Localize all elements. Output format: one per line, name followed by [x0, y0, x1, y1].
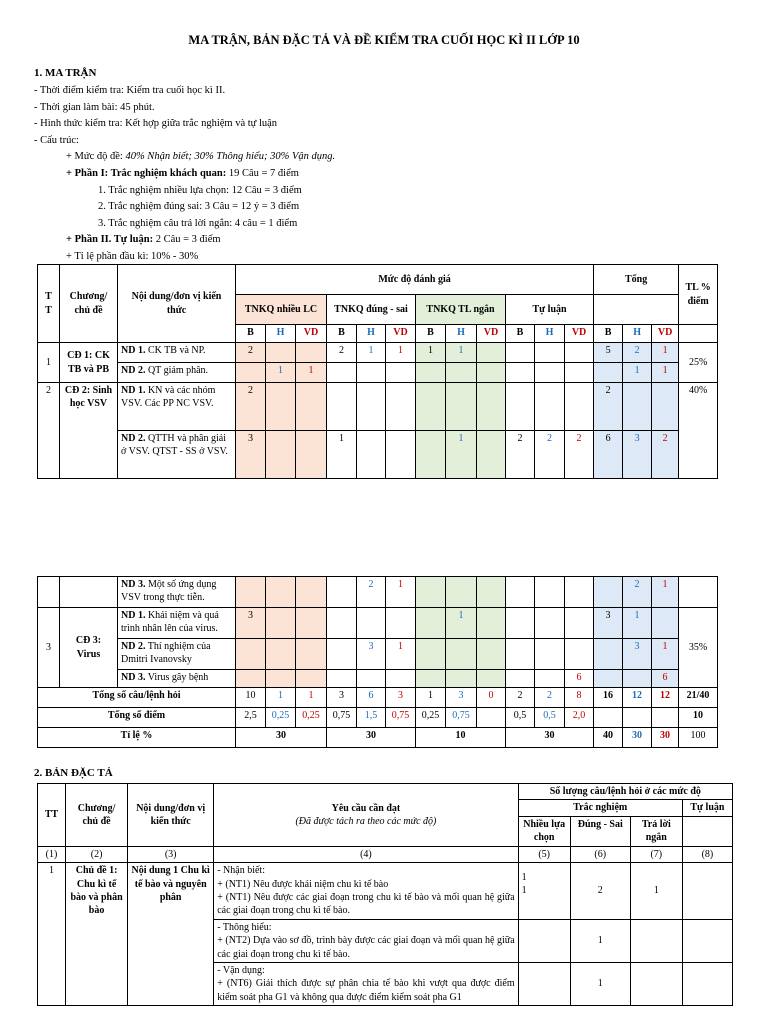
value-cell: 3 [386, 688, 416, 708]
col-number: (3) [128, 846, 214, 862]
value-cell [477, 383, 506, 431]
table-row [38, 383, 718, 431]
ratio-cell: 30 [506, 728, 594, 748]
value-cell [565, 577, 594, 608]
row-pct: 35% [679, 608, 718, 688]
value-cell: 21/40 [679, 688, 718, 708]
value-cell [477, 363, 506, 383]
table-row [38, 431, 718, 479]
value-cell [296, 608, 327, 639]
value-cell [446, 577, 477, 608]
value-cell [266, 608, 296, 639]
requirement-recognize: - Nhận biết: + (NT1) Nêu được khái niệm chu kì tế bào + (NT1) Nêu được các giai đoạn trong chu kì tế bào và mối quan hệ giữa các giai đoạn trong chu kì tế bào. [214, 863, 518, 920]
spec-table [37, 783, 733, 1006]
blank-cell [60, 577, 118, 608]
value-cell [506, 670, 535, 688]
value-cell [446, 363, 477, 383]
value-cell [477, 708, 506, 728]
row-content: ND 3. Một số ứng dụng VSV trong thực tiễn. [118, 577, 236, 608]
info-line: - Thời điểm kiểm tra: Kiểm tra cuối học kì II. [34, 85, 226, 96]
value-cell [266, 670, 296, 688]
value-cell: 3 [446, 688, 477, 708]
spec-header-tt: TT [38, 784, 66, 847]
value-cell: 1 [652, 639, 679, 670]
value-cell: 1 [652, 577, 679, 608]
spec-header-short: Trả lời ngắn [630, 816, 682, 846]
value-cell: 2 [623, 577, 652, 608]
value-cell [266, 343, 296, 363]
col-header-content: Nội dung/đơn vị kiến thức [118, 265, 236, 343]
value-cell: 6 [594, 431, 623, 479]
table-row [38, 363, 718, 383]
value-cell: 1 [327, 431, 357, 479]
value-cell [266, 383, 296, 431]
row-tt: 1 [38, 343, 60, 383]
requirement-apply: - Vận dụng: + (NT6) Giải thích được sự phân chia tế bào khi vượt qua được điểm kiểm soát pha G1 và không qua được điểm kiểm soát pha G1 [214, 963, 518, 1006]
table-row [38, 670, 718, 688]
value-cell [236, 670, 266, 688]
ratio-cell: 10 [416, 728, 506, 748]
value-cell [623, 708, 652, 728]
value-cell: 6 [652, 670, 679, 688]
col-header-total: Tổng [594, 265, 679, 295]
value-cell [477, 608, 506, 639]
value-cell: 1 [623, 608, 652, 639]
value-cell: 12 [623, 688, 652, 708]
col-header-pct: TL % điểm [679, 265, 718, 325]
value-cell: 3 [357, 639, 386, 670]
row-chapter: CĐ 3: Virus [60, 608, 118, 688]
value-cell [296, 577, 327, 608]
spec-header-requirement: Yêu cầu cần đạt (Đã được tách ra theo các mức độ) [214, 784, 518, 847]
total-points-row [38, 708, 718, 728]
value-cell: 0,75 [386, 708, 416, 728]
table-row [38, 577, 718, 608]
value-cell [266, 639, 296, 670]
col-header-chapter: Chương/ chủ đề [60, 265, 118, 343]
value-cell [594, 708, 623, 728]
level-vd: VD [386, 325, 416, 343]
value-cell: 0,75 [327, 708, 357, 728]
value-cell [416, 608, 446, 639]
group-header-total-blank [594, 295, 679, 325]
value-cell [506, 608, 535, 639]
level-vd: VD [565, 325, 594, 343]
value-cell [236, 639, 266, 670]
value-cell: 10 [236, 688, 266, 708]
col-number: (8) [682, 846, 732, 862]
value-cell [565, 639, 594, 670]
value-cell: 2,0 [565, 708, 594, 728]
value-cell: 2 [652, 431, 679, 479]
level-b: B [416, 325, 446, 343]
value-cell: 2,5 [236, 708, 266, 728]
value-cell [236, 363, 266, 383]
count-essay [682, 863, 732, 920]
value-cell [506, 343, 535, 363]
value-cell: 0 [477, 688, 506, 708]
spec-header-mcq: Trắc nghiệm [518, 800, 682, 816]
requirement-understand: - Thông hiểu: + (NT2) Dựa vào sơ đồ, trình bày được các giai đoạn và mối quan hệ giữa các giai đoạn trong chu kì tế bào. [214, 919, 518, 962]
col-number: (5) [518, 846, 570, 862]
col-number: (4) [214, 846, 518, 862]
row-content: ND 2. QT giảm phân. [118, 363, 236, 383]
row-content: ND 1. KN và các nhóm VSV. Các PP NC VSV. [118, 383, 236, 431]
value-cell [357, 383, 386, 431]
table-row [38, 343, 718, 363]
value-cell: 0,25 [266, 708, 296, 728]
value-cell: 1 [652, 343, 679, 363]
matrix-table-part2 [37, 576, 718, 748]
group-header-mcq: TNKQ nhiều LC [236, 295, 327, 325]
doc-title: MA TRẬN, BẢN ĐẶC TẢ VÀ ĐỀ KIỂM TRA CUỐI HỌC KÌ II LỚP 10 [188, 33, 580, 47]
col-number: (2) [66, 846, 128, 862]
value-cell [296, 431, 327, 479]
col-header-tt: T T [38, 265, 60, 343]
value-cell [506, 383, 535, 431]
level-vd: VD [477, 325, 506, 343]
info-line: - Thời gian làm bài: 45 phút. [34, 101, 155, 113]
value-cell [594, 670, 623, 688]
info-line: - Hình thức kiểm tra: Kết hợp giữa trắc nghiệm và tự luận [34, 118, 278, 130]
value-cell [535, 670, 565, 688]
group-header-truefalse: TNKQ đúng - sai [327, 295, 416, 325]
ratio-cell: 100 [679, 728, 718, 748]
value-cell [386, 608, 416, 639]
value-cell: 1 [296, 363, 327, 383]
ratio-cell: 40 [594, 728, 623, 748]
value-cell [535, 577, 565, 608]
blank-cell [682, 963, 732, 1006]
table-row [38, 863, 733, 920]
value-cell: 1 [416, 688, 446, 708]
value-cell [386, 383, 416, 431]
value-cell [416, 639, 446, 670]
value-cell: 6 [357, 688, 386, 708]
value-cell [535, 383, 565, 431]
value-cell: 1 [266, 363, 296, 383]
level-h: H [266, 325, 296, 343]
count-short: 1 [630, 863, 682, 920]
info-block [34, 83, 335, 266]
row-chapter: CĐ 1: CK TB và PB [60, 343, 118, 383]
value-cell: 1 [416, 343, 446, 363]
value-cell: 1 [357, 343, 386, 363]
blank-cell [38, 577, 60, 608]
count-truefalse: 2 [570, 863, 630, 920]
value-cell [327, 670, 357, 688]
value-cell [506, 363, 535, 383]
value-cell: 1,5 [357, 708, 386, 728]
value-cell [386, 363, 416, 383]
value-cell [266, 431, 296, 479]
row-label: Tổng số câu/lệnh hỏi [38, 688, 236, 708]
value-cell: 2 [594, 383, 623, 431]
value-cell [446, 639, 477, 670]
value-cell [652, 383, 679, 431]
value-cell [416, 383, 446, 431]
blank-cell [518, 963, 570, 1006]
value-cell [535, 343, 565, 363]
value-cell: 1 [623, 363, 652, 383]
group-header-essay: Tự luận [506, 295, 594, 325]
value-cell: 2 [565, 431, 594, 479]
value-cell [296, 670, 327, 688]
blank-cell [679, 325, 718, 343]
row-content: ND 2. Thí nghiệm của Dmitri Ivanovsky [118, 639, 236, 670]
column-number-row [38, 846, 733, 862]
value-cell: 2 [236, 383, 266, 431]
count-truefalse: 1 [570, 963, 630, 1006]
value-cell: 2 [357, 577, 386, 608]
info-line: 2. Trắc nghiệm đúng sai: 3 Câu = 12 ý = 3 điểm [98, 201, 300, 213]
value-cell: 1 [386, 577, 416, 608]
info-line: + Phần I: Trắc nghiệm khách quan: 19 Câu = 7 điểm [66, 167, 299, 179]
value-cell: 16 [594, 688, 623, 708]
blank-cell [630, 919, 682, 962]
value-cell [535, 363, 565, 383]
value-cell: 0,5 [535, 708, 565, 728]
col-number: (7) [630, 846, 682, 862]
value-cell [506, 577, 535, 608]
ratio-cell: 30 [623, 728, 652, 748]
value-cell [327, 363, 357, 383]
value-cell [296, 383, 327, 431]
ratio-cell: 30 [327, 728, 416, 748]
info-line: + Mức độ đề: 40% Nhận biết; 30% Thông hiểu; 30% Vận dụng. [66, 151, 336, 163]
count-truefalse: 1 [570, 919, 630, 962]
value-cell: 3 [594, 608, 623, 639]
value-cell [327, 577, 357, 608]
value-cell [416, 577, 446, 608]
value-cell [565, 383, 594, 431]
value-cell [565, 608, 594, 639]
value-cell: 2 [623, 343, 652, 363]
value-cell [623, 670, 652, 688]
level-h: H [535, 325, 565, 343]
value-cell: 3 [327, 688, 357, 708]
value-cell [477, 431, 506, 479]
value-cell: 0,25 [416, 708, 446, 728]
count-mcq: 1 1 [518, 863, 570, 920]
value-cell: 1 [652, 363, 679, 383]
col-number: (6) [570, 846, 630, 862]
value-cell [416, 363, 446, 383]
level-h: H [357, 325, 386, 343]
blank-cell [630, 963, 682, 1006]
total-questions-row [38, 688, 718, 708]
row-tt: 3 [38, 608, 60, 688]
group-header-short: TNKQ TL ngắn [416, 295, 506, 325]
ratio-row [38, 728, 718, 748]
info-line: + Tỉ lệ phần đầu kì: 10% - 30% [66, 250, 199, 262]
blank-cell [682, 919, 732, 962]
value-cell [477, 639, 506, 670]
value-cell [327, 639, 357, 670]
level-b: B [594, 325, 623, 343]
value-cell [357, 670, 386, 688]
table-row [38, 639, 718, 670]
spec-header-count: Số lượng câu/lệnh hỏi ở các mức độ [518, 784, 732, 800]
row-tt: 2 [38, 383, 60, 479]
value-cell: 3 [623, 639, 652, 670]
value-cell [357, 431, 386, 479]
row-content: ND 3. Virus gây bệnh [118, 670, 236, 688]
row-chapter: Chủ đề 1: Chu kì tế bào và phân bào [66, 863, 128, 1006]
value-cell [594, 639, 623, 670]
value-cell [386, 431, 416, 479]
spec-header-multichoice: Nhiều lựa chọn [518, 816, 570, 846]
value-cell [296, 639, 327, 670]
value-cell [594, 577, 623, 608]
value-cell [386, 670, 416, 688]
blank-cell [682, 816, 732, 846]
value-cell: 0,75 [446, 708, 477, 728]
value-cell: 6 [565, 670, 594, 688]
row-label: Tỉ lệ % [38, 728, 236, 748]
value-cell: 10 [679, 708, 718, 728]
value-cell: 1 [386, 343, 416, 363]
value-cell: 0,25 [296, 708, 327, 728]
spec-header-essay: Tự luận [682, 800, 732, 816]
row-content: Nội dung 1 Chu kì tế bào và nguyên phân [128, 863, 214, 1006]
section-2-heading: 2. BẢN ĐẶC TẢ [34, 767, 113, 779]
level-vd: VD [296, 325, 327, 343]
value-cell [446, 670, 477, 688]
value-cell: 5 [594, 343, 623, 363]
info-line: 3. Trắc nghiệm câu trả lời ngắn: 4 câu = 1 điểm [98, 217, 298, 229]
value-cell: 1 [446, 608, 477, 639]
level-h: H [446, 325, 477, 343]
row-pct: 25% [679, 343, 718, 383]
value-cell [535, 608, 565, 639]
col-header-level: Mức độ đánh giá [236, 265, 594, 295]
value-cell: 1 [266, 688, 296, 708]
ratio-cell: 30 [236, 728, 327, 748]
value-cell: 3 [236, 431, 266, 479]
value-cell: 3 [623, 431, 652, 479]
value-cell [416, 431, 446, 479]
value-cell [327, 383, 357, 431]
level-b: B [327, 325, 357, 343]
info-line: - Cấu trúc: [34, 134, 79, 146]
value-cell [623, 383, 652, 431]
row-label: Tổng số điểm [38, 708, 236, 728]
value-cell: 2 [535, 431, 565, 479]
value-cell: 3 [236, 608, 266, 639]
value-cell: 2 [535, 688, 565, 708]
ratio-cell: 30 [652, 728, 679, 748]
value-cell [266, 577, 296, 608]
value-cell: 2 [506, 431, 535, 479]
value-cell [446, 383, 477, 431]
col-number: (1) [38, 846, 66, 862]
level-h: H [623, 325, 652, 343]
value-cell: 1 [446, 343, 477, 363]
value-cell [506, 639, 535, 670]
row-content: ND 1. CK TB và NP. [118, 343, 236, 363]
value-cell: 2 [327, 343, 357, 363]
value-cell [565, 363, 594, 383]
level-b: B [506, 325, 535, 343]
value-cell [327, 608, 357, 639]
row-tt: 1 [38, 863, 66, 1006]
blank-cell [518, 919, 570, 962]
level-b: B [236, 325, 266, 343]
value-cell: 2 [506, 688, 535, 708]
info-line: 1. Trắc nghiệm nhiều lựa chọn: 12 Câu = 3 điểm [98, 184, 302, 196]
value-cell [477, 343, 506, 363]
value-cell: 1 [446, 431, 477, 479]
spec-header-chapter: Chương/ chủ đề [66, 784, 128, 847]
value-cell [652, 608, 679, 639]
row-pct: 40% [679, 383, 718, 479]
value-cell [296, 343, 327, 363]
row-content: ND 2. QTTH và phân giải ở VSV. QTST - SS ở VSV. [118, 431, 236, 479]
value-cell [652, 708, 679, 728]
table-row [38, 608, 718, 639]
value-cell [565, 343, 594, 363]
info-line: + Phần II. Tự luận: 2 Câu = 3 điểm [66, 234, 221, 246]
value-cell [535, 639, 565, 670]
value-cell [594, 363, 623, 383]
row-content: ND 1. Khái niệm và quá trình nhân lên của virus. [118, 608, 236, 639]
value-cell [236, 577, 266, 608]
spec-header-content: Nội dung/đơn vị kiến thức [128, 784, 214, 847]
value-cell: 1 [386, 639, 416, 670]
value-cell: 1 [296, 688, 327, 708]
value-cell [477, 670, 506, 688]
value-cell: 8 [565, 688, 594, 708]
spec-header-truefalse: Đúng - Sai [570, 816, 630, 846]
value-cell: 2 [236, 343, 266, 363]
blank-cell [679, 577, 718, 608]
level-vd: VD [652, 325, 679, 343]
value-cell: 0,5 [506, 708, 535, 728]
section-1-heading: 1. MA TRẬN [34, 67, 97, 79]
value-cell [477, 577, 506, 608]
value-cell [357, 608, 386, 639]
row-chapter: CĐ 2: Sinh học VSV [60, 383, 118, 479]
matrix-table-part1 [37, 264, 718, 479]
value-cell [357, 363, 386, 383]
value-cell: 12 [652, 688, 679, 708]
value-cell [416, 670, 446, 688]
